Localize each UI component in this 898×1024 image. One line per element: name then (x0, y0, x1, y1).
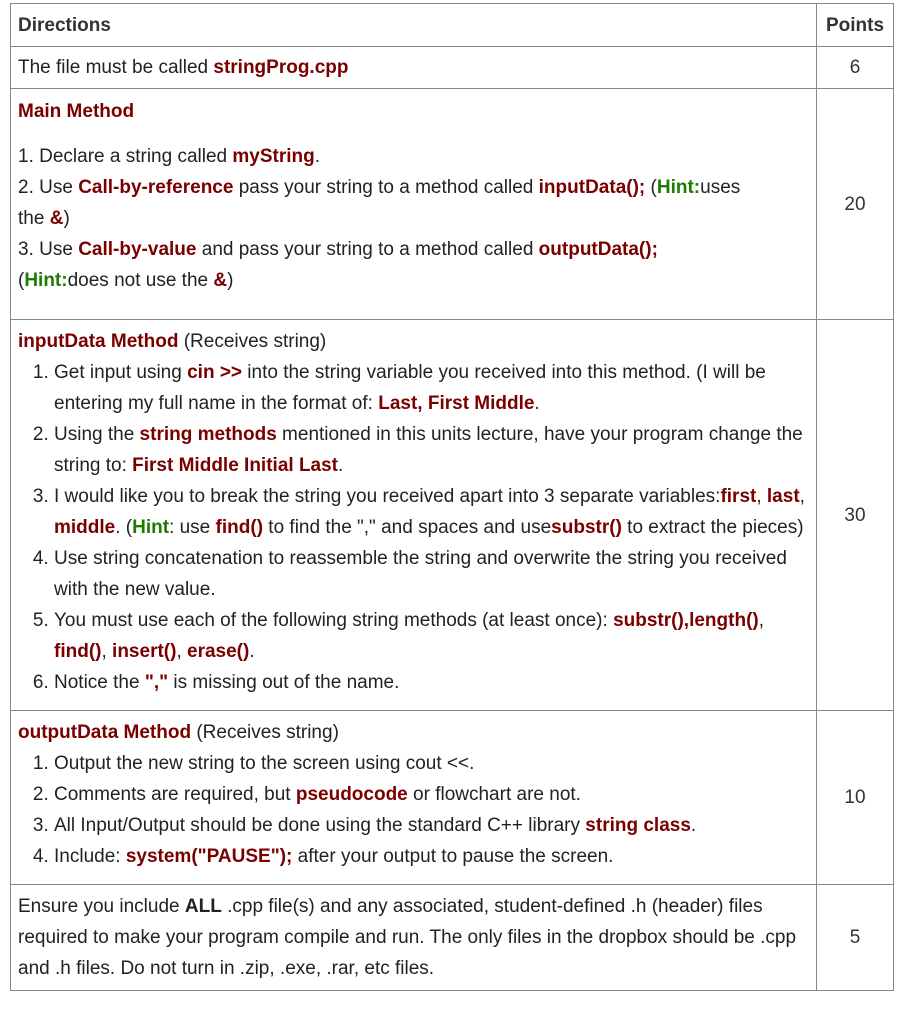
output-method-points: 10 (817, 711, 894, 885)
submission-directions: Ensure you include ALL .cpp file(s) and any associated, student-defined .h (header) files required to make your program compile and run. The only files in the dropbox should be .cpp and .h files. Do not turn in .zip, .exe, .rar, etc files. (11, 885, 817, 991)
output-step-3: 3. All Input/Output should be done using the standard C++ library string class. (54, 810, 809, 841)
filename-text: The file must be called (18, 57, 214, 78)
input-method-directions (11, 320, 817, 711)
main-method-title: Main Method (18, 101, 135, 122)
output-method-row (11, 711, 894, 885)
main-method-points: 20 (817, 89, 894, 320)
input-step-6: 6. Notice the "," is missing out of the name. (54, 667, 809, 698)
points-header: Points (817, 4, 894, 47)
output-method-title: outputData Method (Receives string) (18, 722, 339, 743)
output-step-4: 4. Include: system("PAUSE"); after your output to pause the screen. (54, 841, 809, 872)
input-method-points: 30 (817, 320, 894, 711)
main-step-2: 2. Use Call-by-reference pass your string to a method called inputData(); (Hint:uses the &) (18, 177, 741, 229)
main-step-1: 1. Declare a string called myString. (18, 146, 321, 167)
input-method-title: inputData Method (Receives string) (18, 331, 327, 352)
rubric-table (10, 3, 894, 991)
input-step-1: 1. Get input using cin >> into the string variable you received into this method. (I will be entering my full name in the format of: Last, First Middle. (54, 357, 809, 419)
input-method-row (11, 320, 894, 711)
directions-header: Directions (11, 4, 817, 47)
main-method-directions (11, 89, 817, 320)
main-method-row (11, 89, 894, 320)
input-step-2: 2. Using the string methods mentioned in this units lecture, have your program change the string to: First Middle Initial Last. (54, 419, 809, 481)
output-step-2: 2. Comments are required, but pseudocode or flowchart are not. (54, 779, 809, 810)
header-row (11, 4, 894, 47)
submission-points: 5 (817, 885, 894, 991)
output-step-1: 1. Output the new string to the screen using cout <<. (54, 748, 809, 779)
submission-row (11, 885, 894, 991)
input-step-4: 4. Use string concatenation to reassemble the string and overwrite the string you received with the new value. (54, 543, 809, 605)
main-step-3: 3. Use Call-by-value and pass your string to a method called outputData(); (Hint:does not use the &) (18, 239, 658, 291)
filename-value: stringProg.cpp (213, 57, 349, 78)
input-step-5: 5. You must use each of the following string methods (at least once): substr(),length(), find(), insert(), erase(). (54, 605, 809, 667)
filename-directions (11, 47, 817, 89)
input-method-steps (18, 357, 809, 698)
output-method-steps (18, 748, 809, 872)
filename-points: 6 (817, 47, 894, 89)
output-method-directions (11, 711, 817, 885)
filename-row (11, 47, 894, 89)
input-step-3: 3. I would like you to break the string you received apart into 3 separate variables:first, last, middle. (Hint: use find() to find the "," and spaces and usesubstr() to extract the pieces) (54, 481, 809, 543)
